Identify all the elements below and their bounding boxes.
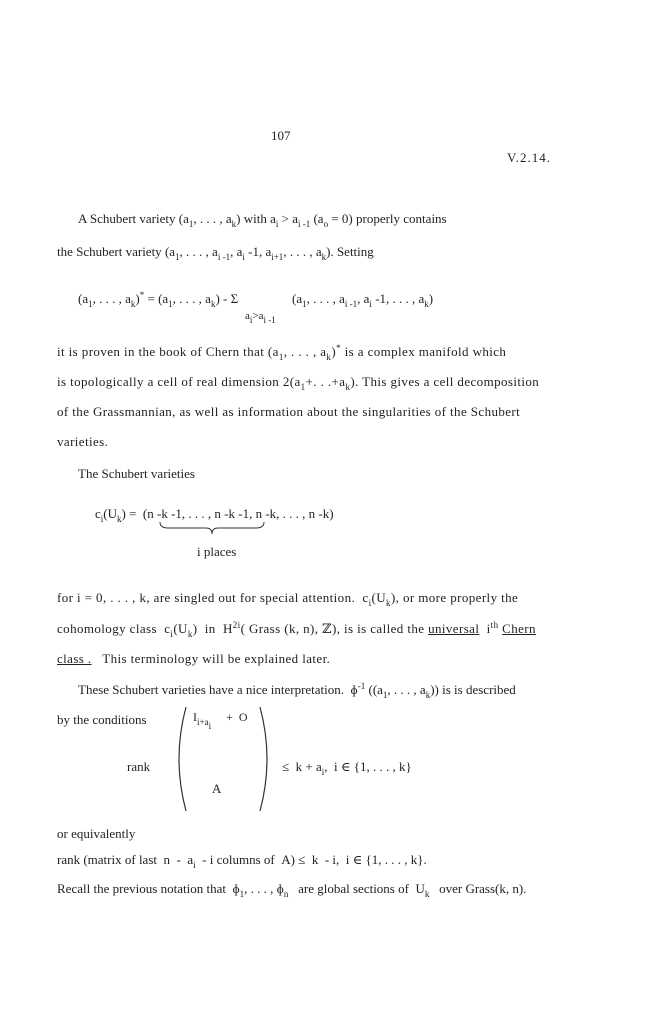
para1-line1-text-a: A Schubert variety — [78, 211, 176, 226]
para6-line2: rank (matrix of last n - $a_i$ - i columns of A) ≤ k - i, i ∈ {1, . . . , k}. — [57, 852, 427, 870]
para6-line1: or equivalently — [57, 826, 136, 841]
para4-line1: for i = 0, . . . , k, are singled out for special attention. $c_i(U_k)$, or more properly the — [57, 590, 519, 608]
para6-line3-text-c: over Grass(k, n). — [439, 881, 527, 896]
para5-line2: by the conditions — [57, 712, 147, 727]
para4-line2-text-b: is called the — [357, 621, 425, 636]
para4-line1-text-b: or more properly the — [402, 590, 519, 605]
underbrace — [158, 520, 266, 536]
para3-intro: The Schubert varieties — [78, 466, 195, 481]
para2-line2-text-b: This gives a cell decomposition — [362, 374, 540, 389]
para5-line1-text-a: These Schubert varieties have a nice interpretation. — [78, 682, 345, 697]
equation-sum-index: $a_i>a_{i -1}$ — [245, 310, 276, 325]
para4-line2-text-a: cohomology class — [57, 621, 157, 636]
section-number: V.2.14. — [507, 150, 551, 165]
para6-line3-text-b: are global sections of — [298, 881, 409, 896]
para5-line1-text-b: is described — [454, 682, 516, 697]
para6-line2-text-a: rank (matrix of last — [57, 852, 157, 867]
para2-line4: varieties. — [57, 434, 109, 449]
equation-dual-cell: ($a_1$, . . . , $a_k)^* = (a_1$, . . . , $a_k$) - Σ — [78, 290, 239, 309]
para4-line2: cohomology class $c_i(U_k)$ in $H^{2i}$( Grass (k, n), ℤ), is is called the universal $i^{th}$ Chern — [57, 620, 536, 639]
class-term: class . — [57, 651, 92, 666]
page-number: 107 — [271, 128, 291, 143]
para4-line3-text: This terminology will be explained later. — [102, 651, 331, 666]
equation-sum-term: ($a_1$, . . . , $a_{i -1}$, $a_i$ -1, . . . , $a_k$) — [292, 291, 434, 309]
para6-line2-text-b: columns of — [216, 852, 275, 867]
para4-line3 — [57, 651, 330, 666]
para2-line2-text-a: is topologically a cell of real dimension — [57, 374, 280, 389]
para1-line2-text-a: the Schubert variety — [57, 244, 162, 259]
matrix-A: A — [212, 781, 222, 796]
universal-term: universal — [428, 621, 480, 636]
para1-line1-text-b: properly contains — [356, 211, 447, 226]
para1-line2: the Schubert variety ($a_1$, . . . , $a_{i -1}$, $a_i$ -1, $a_{i+1}$, . . . , $a_k$). Setting — [57, 244, 374, 262]
para2-line1-text-a: it is proven in the book of Chern that — [57, 344, 265, 359]
para5-line1: These Schubert varieties have a nice interpretation. ɸ$^{-1}$ (($a_1$, . . . , $a_k$)) is is described — [78, 681, 516, 700]
para1-line2-text-b: Setting — [336, 244, 374, 259]
matrix-top-row: $I_{i+a_i}$ + O — [193, 710, 248, 731]
para2-line2: is topologically a cell of real dimension $2(a_1+$. . $.+a_k$). This gives a cell decomposition — [57, 374, 540, 392]
para6-line3-text-a: Recall the previous notation that — [57, 881, 226, 896]
para2-line1: it is proven in the book of Chern that ($a_1$, . . . , $a_k)^*$ is a complex manifold which — [57, 343, 507, 362]
rank-inequality: ≤ $k + a_i$, i ∈ {1, . . . , k} — [282, 759, 412, 777]
chern-term: Chern — [502, 621, 536, 636]
para1-line1: A Schubert variety ($a_1$, . . . , $a_k$) with $a_i > a_{i -1}$ $(a_o = 0)$ properly contains — [78, 211, 447, 229]
para2-line1-text-b: is a complex manifold which — [344, 344, 507, 359]
para2-line3: of the Grassmannian, as well as information about the singularities of the Schubert — [57, 404, 521, 419]
rank-label: rank — [127, 759, 151, 774]
equation-schubert-class: $c_i(U_k) = (n$ -k -1, . . . , n -k -1, n -k, . . . , n -k) — [95, 506, 334, 524]
para6-line3: Recall the previous notation that ɸ$_1$, . . . , ɸ$_n$ are global sections of $U_k$ over Grass(k, n). — [57, 881, 527, 899]
para4-line1-text-a: for i = 0, . . . , k, are singled out for special attention. — [57, 590, 356, 605]
underbrace-label: i places — [197, 544, 237, 559]
